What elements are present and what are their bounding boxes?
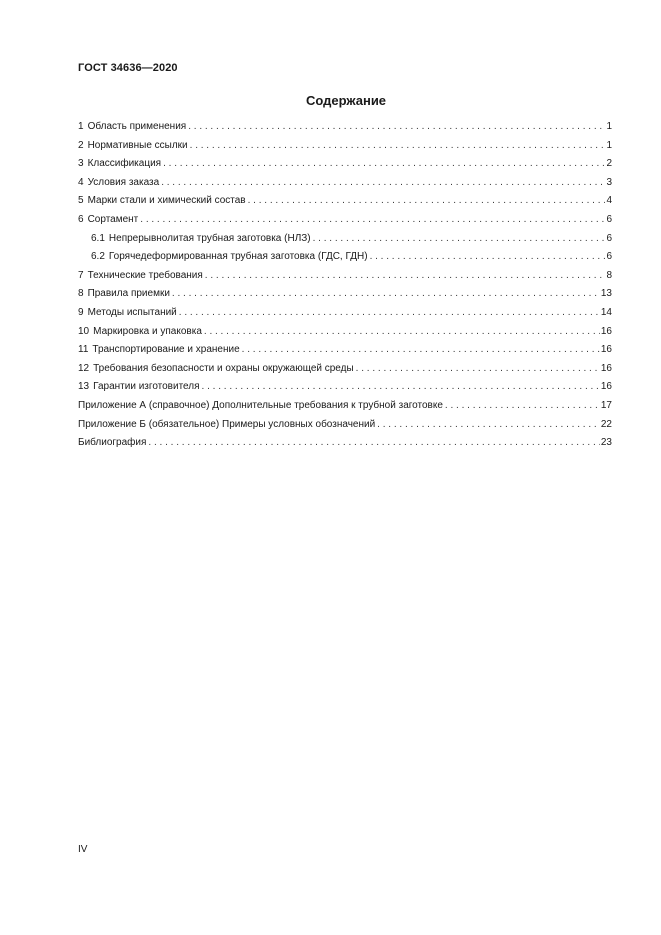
toc-entry-bibliography[interactable] xyxy=(78,437,612,456)
toc-entry-page: 6 xyxy=(606,251,612,263)
toc-leader-dots xyxy=(179,307,600,318)
toc-entry-title: Приложение А (справочное) Дополнительные требования к трубной заготовке xyxy=(78,399,443,411)
toc-entry-title: Правила приемки xyxy=(87,288,170,300)
toc-entry-page: 14 xyxy=(600,306,612,318)
toc-entry-page: 1 xyxy=(606,139,612,151)
toc-entry-page: 16 xyxy=(600,362,612,374)
toc-entry-number: 4 xyxy=(78,176,84,188)
toc-leader-dots xyxy=(205,270,606,281)
toc-entry[interactable] xyxy=(78,270,612,289)
toc-subentry[interactable] xyxy=(78,233,612,252)
toc-entry-page: 6 xyxy=(606,232,612,244)
toc-leader-dots xyxy=(148,437,599,448)
toc-entry[interactable] xyxy=(78,177,612,196)
toc-entry-appendix[interactable] xyxy=(78,419,612,438)
toc-entry-title: Требования безопасности и охраны окружающей среды xyxy=(93,362,354,374)
toc-entry-number: 10 xyxy=(78,325,90,337)
toc-leader-dots xyxy=(202,381,600,392)
toc-entry-number: 1 xyxy=(78,121,84,132)
toc-entry-title: Непрерывнолитая трубная заготовка (НЛЗ) xyxy=(108,232,311,244)
toc-entry-number: 5 xyxy=(78,195,84,207)
toc-leader-dots xyxy=(190,140,606,151)
toc-subentry[interactable] xyxy=(78,251,612,270)
page-number: IV xyxy=(78,844,88,855)
toc-entry-number: 3 xyxy=(78,158,84,170)
toc-entry[interactable] xyxy=(78,381,612,400)
toc-entry-title: Марки стали и химический состав xyxy=(87,195,246,207)
toc-leader-dots xyxy=(248,195,606,206)
document-id: ГОСТ 34636—2020 xyxy=(78,62,178,74)
toc-entry-appendix[interactable] xyxy=(78,400,612,419)
toc-leader-dots xyxy=(377,419,600,430)
toc-entry[interactable] xyxy=(78,363,612,382)
toc-entry-title: Маркировка и упаковка xyxy=(93,325,202,337)
toc-title: Содержание xyxy=(305,93,387,108)
toc-leader-dots xyxy=(313,233,606,244)
toc-entry-title: Методы испытаний xyxy=(87,306,177,318)
toc-entry-number: 6.2 xyxy=(91,251,105,263)
toc-entry-title: Сортамент xyxy=(87,213,139,225)
toc-entry[interactable] xyxy=(78,344,612,363)
toc-entry-page: 8 xyxy=(606,269,612,281)
toc-entry-title: Библиография xyxy=(78,437,147,449)
toc-leader-dots xyxy=(204,326,600,337)
toc-leader-dots xyxy=(140,214,605,225)
toc-entry-page: 6 xyxy=(606,213,612,225)
toc-entry-page: 2 xyxy=(606,158,612,170)
toc-entry-page: 3 xyxy=(606,176,612,188)
toc-entry[interactable] xyxy=(78,121,612,140)
toc-entry-title: Область применения xyxy=(87,121,187,132)
toc-entry-title: Классификация xyxy=(87,158,162,170)
toc-leader-dots xyxy=(172,288,600,299)
toc-entry[interactable] xyxy=(78,214,612,233)
toc-entry-number: 8 xyxy=(78,288,84,300)
toc-entry[interactable] xyxy=(78,307,612,326)
toc-entry-page: 17 xyxy=(600,399,612,411)
toc-entry-title: Условия заказа xyxy=(87,176,160,188)
table-of-contents xyxy=(78,121,612,456)
toc-entry-title: Нормативные ссылки xyxy=(87,139,188,151)
toc-entry-page: 23 xyxy=(600,437,612,449)
toc-entry[interactable] xyxy=(78,158,612,177)
toc-entry-title: Приложение Б (обязательное) Примеры условных обозначений xyxy=(78,418,376,430)
toc-entry-page: 13 xyxy=(600,288,612,300)
toc-entry[interactable] xyxy=(78,140,612,159)
toc-entry-title: Транспортирование и хранение xyxy=(92,344,240,356)
toc-entry-number: 6.1 xyxy=(91,232,105,244)
toc-leader-dots xyxy=(161,177,605,188)
toc-entry[interactable] xyxy=(78,326,612,345)
toc-entry-number: 2 xyxy=(78,139,84,151)
toc-entry-page: 1 xyxy=(606,121,612,132)
toc-entry-number: 13 xyxy=(78,381,90,393)
toc-entry-number: 12 xyxy=(78,362,90,374)
toc-leader-dots xyxy=(242,344,600,355)
toc-entry-number: 7 xyxy=(78,269,84,281)
toc-entry-page: 16 xyxy=(600,344,612,356)
toc-leader-dots xyxy=(356,363,600,374)
toc-entry-title: Гарантии изготовителя xyxy=(93,381,200,393)
toc-entry-title: Горячедеформированная трубная заготовка (ГДС, ГДН) xyxy=(108,251,368,263)
toc-entry-number: 11 xyxy=(78,344,89,356)
toc-entry[interactable] xyxy=(78,288,612,307)
toc-leader-dots xyxy=(370,251,606,262)
toc-leader-dots xyxy=(445,400,600,411)
toc-entry-page: 22 xyxy=(600,418,612,430)
toc-leader-dots xyxy=(188,121,605,132)
toc-entry-page: 16 xyxy=(600,381,612,393)
toc-entry-page: 16 xyxy=(600,325,612,337)
toc-entry-title: Технические требования xyxy=(87,269,203,281)
toc-entry-page: 4 xyxy=(606,195,612,207)
toc-entry[interactable] xyxy=(78,195,612,214)
toc-leader-dots xyxy=(163,158,605,169)
toc-entry-number: 9 xyxy=(78,306,84,318)
toc-entry-number: 6 xyxy=(78,213,84,225)
